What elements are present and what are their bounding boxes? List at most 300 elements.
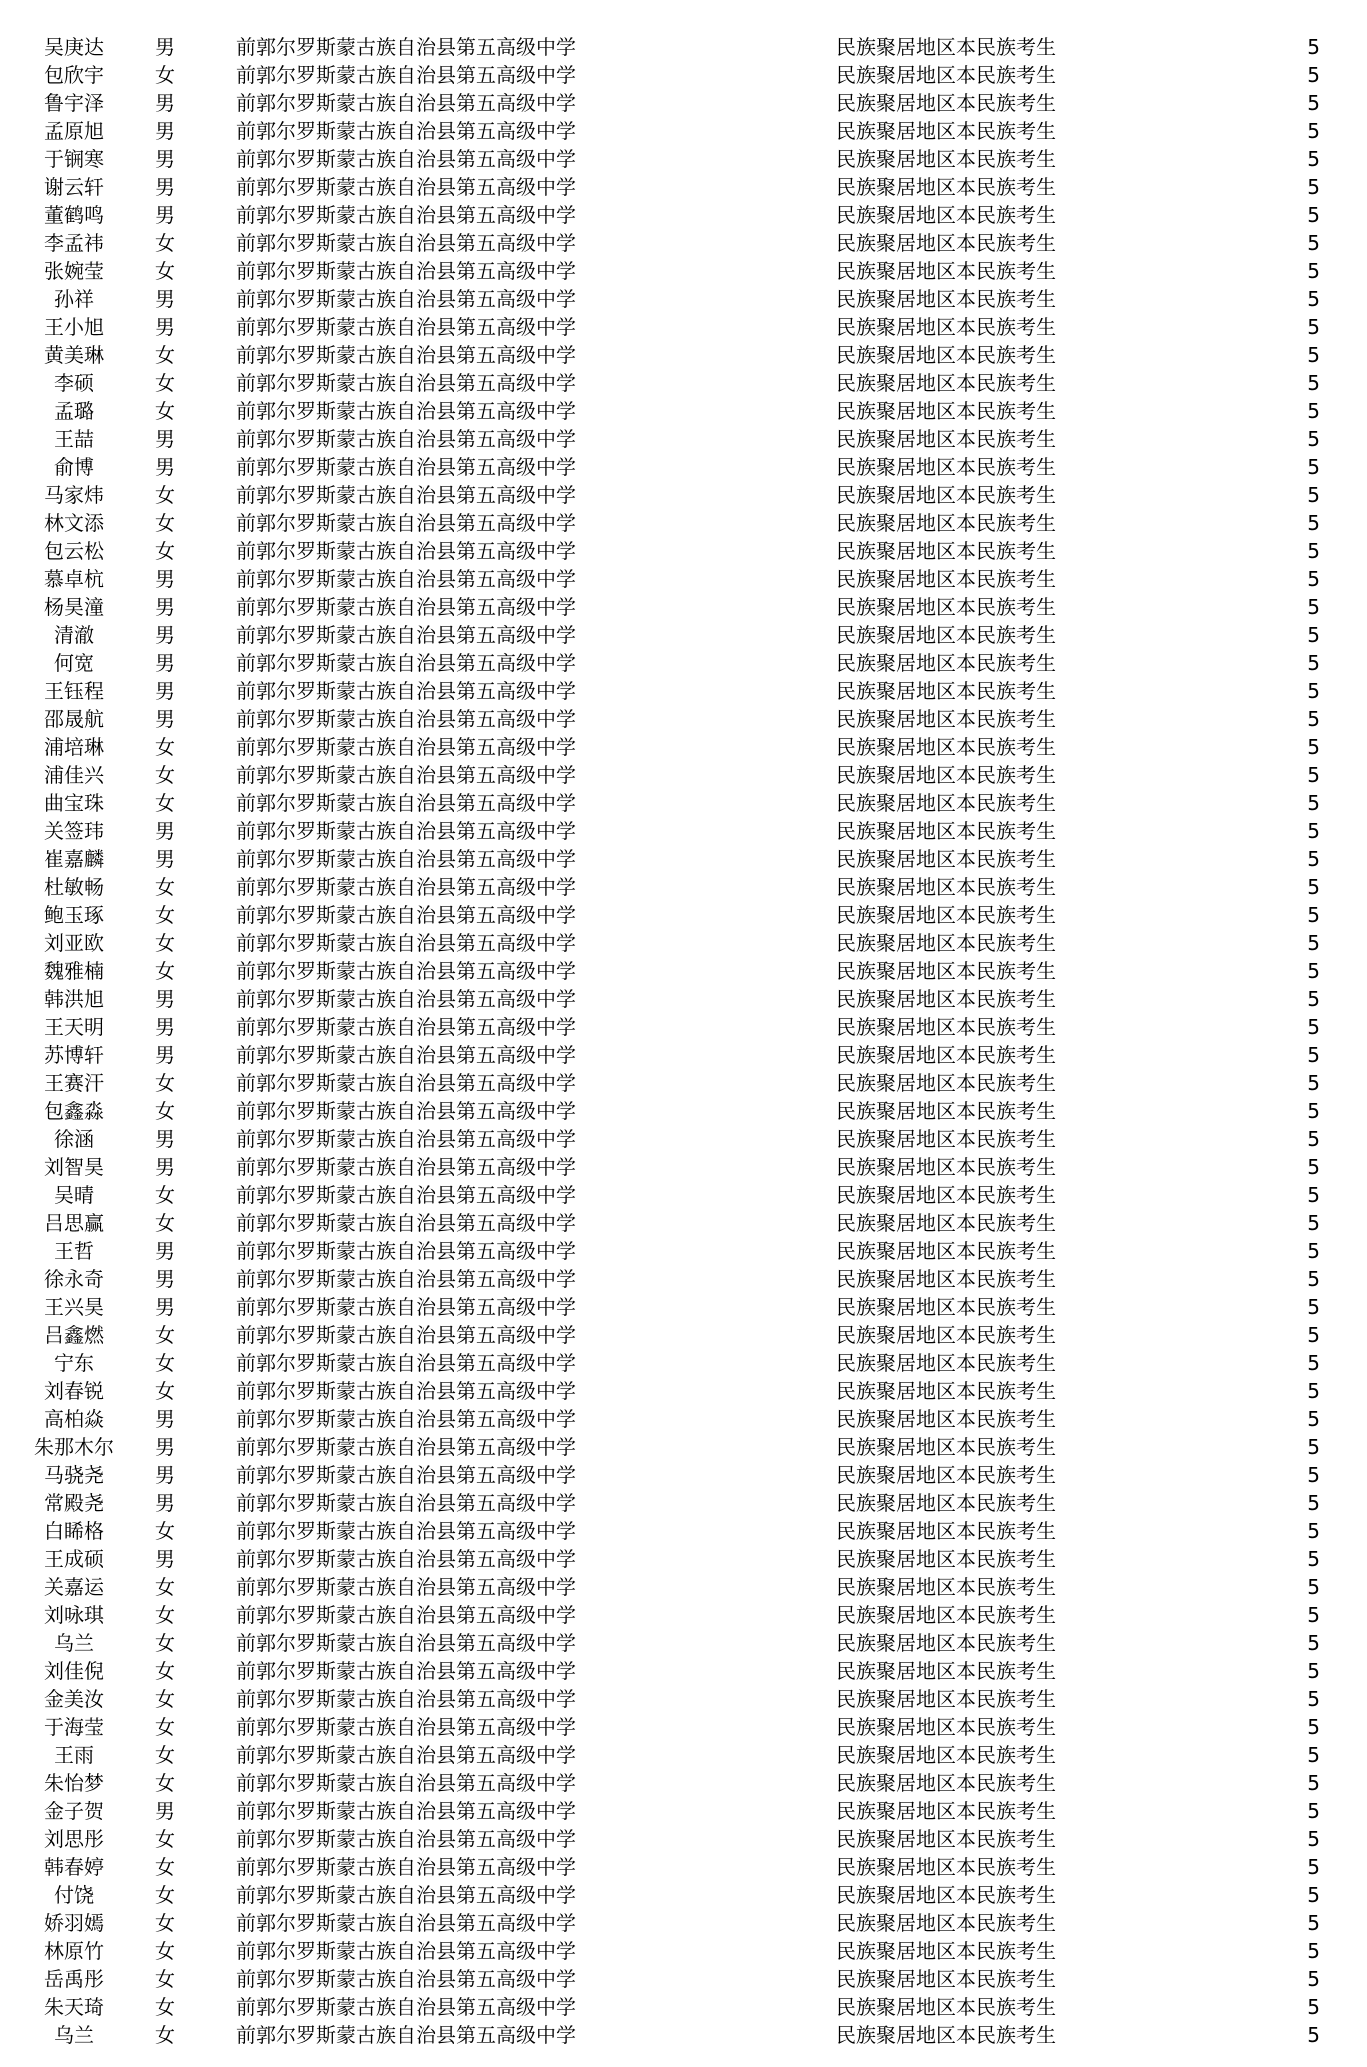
student-category: 民族聚居地区本民族考生	[836, 1547, 1056, 1571]
student-gender: 女	[155, 1743, 175, 1767]
student-gender: 男	[155, 1127, 175, 1151]
table-row	[0, 621, 1367, 649]
student-school: 前郭尔罗斯蒙古族自治县第五高级中学	[236, 1463, 576, 1487]
student-name: 张婉莹	[44, 259, 104, 283]
student-list-table	[0, 33, 1367, 2049]
student-name: 林原竹	[44, 1939, 104, 1963]
student-score: 5	[1307, 455, 1320, 479]
student-school: 前郭尔罗斯蒙古族自治县第五高级中学	[236, 1379, 576, 1403]
table-row	[0, 173, 1367, 201]
student-score: 5	[1307, 1239, 1320, 1263]
student-school: 前郭尔罗斯蒙古族自治县第五高级中学	[236, 1799, 576, 1823]
student-school: 前郭尔罗斯蒙古族自治县第五高级中学	[236, 231, 576, 255]
student-score: 5	[1307, 1631, 1320, 1655]
student-gender: 女	[155, 1099, 175, 1123]
student-score: 5	[1307, 1743, 1320, 1767]
student-name: 杨昊潼	[44, 595, 104, 619]
student-category: 民族聚居地区本民族考生	[836, 1155, 1056, 1179]
student-gender: 女	[155, 1659, 175, 1683]
student-category: 民族聚居地区本民族考生	[836, 1183, 1056, 1207]
student-gender: 男	[155, 1547, 175, 1571]
student-name: 刘咏琪	[44, 1603, 104, 1627]
student-name: 韩洪旭	[44, 987, 104, 1011]
student-school: 前郭尔罗斯蒙古族自治县第五高级中学	[236, 1715, 576, 1739]
table-row	[0, 1489, 1367, 1517]
table-row	[0, 1797, 1367, 1825]
student-school: 前郭尔罗斯蒙古族自治县第五高级中学	[236, 1211, 576, 1235]
table-row	[0, 1097, 1367, 1125]
student-score: 5	[1307, 1435, 1320, 1459]
table-row	[0, 2021, 1367, 2049]
table-row	[0, 1713, 1367, 1741]
student-name: 关嘉运	[44, 1575, 104, 1599]
student-name: 王雨	[54, 1743, 94, 1767]
student-school: 前郭尔罗斯蒙古族自治县第五高级中学	[236, 1519, 576, 1543]
student-school: 前郭尔罗斯蒙古族自治县第五高级中学	[236, 1351, 576, 1375]
student-name: 刘思彤	[44, 1827, 104, 1851]
student-name: 徐永奇	[44, 1267, 104, 1291]
student-gender: 女	[155, 483, 175, 507]
student-category: 民族聚居地区本民族考生	[836, 1911, 1056, 1935]
student-category: 民族聚居地区本民族考生	[836, 1015, 1056, 1039]
student-score: 5	[1307, 427, 1320, 451]
student-name: 俞博	[54, 455, 94, 479]
student-gender: 男	[155, 1015, 175, 1039]
student-score: 5	[1307, 1687, 1320, 1711]
student-gender: 男	[155, 147, 175, 171]
student-name: 于海莹	[44, 1715, 104, 1739]
student-name: 刘亚欧	[44, 931, 104, 955]
table-row	[0, 61, 1367, 89]
student-school: 前郭尔罗斯蒙古族自治县第五高级中学	[236, 1267, 576, 1291]
student-name: 吴晴	[54, 1183, 94, 1207]
table-row	[0, 677, 1367, 705]
student-gender: 女	[155, 1323, 175, 1347]
student-score: 5	[1307, 91, 1320, 115]
student-category: 民族聚居地区本民族考生	[836, 1127, 1056, 1151]
student-score: 5	[1307, 1267, 1320, 1291]
student-score: 5	[1307, 1099, 1320, 1123]
student-score: 5	[1307, 1827, 1320, 1851]
student-score: 5	[1307, 1771, 1320, 1795]
student-gender: 女	[155, 1071, 175, 1095]
student-name: 孟璐	[54, 399, 94, 423]
student-score: 5	[1307, 903, 1320, 927]
student-name: 吕鑫燃	[44, 1323, 104, 1347]
student-name: 高柏焱	[44, 1407, 104, 1431]
table-row	[0, 313, 1367, 341]
student-gender: 男	[155, 1407, 175, 1431]
student-school: 前郭尔罗斯蒙古族自治县第五高级中学	[236, 847, 576, 871]
table-row	[0, 929, 1367, 957]
table-row	[0, 593, 1367, 621]
student-score: 5	[1307, 1575, 1320, 1599]
student-score: 5	[1307, 819, 1320, 843]
table-row	[0, 285, 1367, 313]
student-school: 前郭尔罗斯蒙古族自治县第五高级中学	[236, 875, 576, 899]
student-score: 5	[1307, 287, 1320, 311]
student-category: 民族聚居地区本民族考生	[836, 63, 1056, 87]
student-school: 前郭尔罗斯蒙古族自治县第五高级中学	[236, 35, 576, 59]
student-gender: 男	[155, 1491, 175, 1515]
student-name: 朱天琦	[44, 1995, 104, 2019]
student-category: 民族聚居地区本民族考生	[836, 1883, 1056, 1907]
student-category: 民族聚居地区本民族考生	[836, 875, 1056, 899]
student-gender: 女	[155, 2023, 175, 2047]
student-school: 前郭尔罗斯蒙古族自治县第五高级中学	[236, 1827, 576, 1851]
student-name: 鲍玉琢	[44, 903, 104, 927]
student-name: 刘佳倪	[44, 1659, 104, 1683]
table-row	[0, 1293, 1367, 1321]
student-score: 5	[1307, 1071, 1320, 1095]
student-score: 5	[1307, 1211, 1320, 1235]
student-category: 民族聚居地区本民族考生	[836, 1407, 1056, 1431]
student-school: 前郭尔罗斯蒙古族自治县第五高级中学	[236, 1127, 576, 1151]
student-school: 前郭尔罗斯蒙古族自治县第五高级中学	[236, 1883, 576, 1907]
student-gender: 男	[155, 679, 175, 703]
student-name: 朱那木尔	[34, 1435, 114, 1459]
student-category: 民族聚居地区本民族考生	[836, 1715, 1056, 1739]
student-score: 5	[1307, 1043, 1320, 1067]
student-category: 民族聚居地区本民族考生	[836, 483, 1056, 507]
student-name: 李孟祎	[44, 231, 104, 255]
student-school: 前郭尔罗斯蒙古族自治县第五高级中学	[236, 1687, 576, 1711]
student-school: 前郭尔罗斯蒙古族自治县第五高级中学	[236, 1239, 576, 1263]
table-row	[0, 369, 1367, 397]
student-school: 前郭尔罗斯蒙古族自治县第五高级中学	[236, 1771, 576, 1795]
table-row	[0, 1629, 1367, 1657]
student-name: 黄美琳	[44, 343, 104, 367]
student-category: 民族聚居地区本民族考生	[836, 119, 1056, 143]
student-school: 前郭尔罗斯蒙古族自治县第五高级中学	[236, 931, 576, 955]
student-category: 民族聚居地区本民族考生	[836, 1827, 1056, 1851]
student-score: 5	[1307, 1155, 1320, 1179]
table-row	[0, 789, 1367, 817]
table-row	[0, 1517, 1367, 1545]
student-category: 民族聚居地区本民族考生	[836, 399, 1056, 423]
student-school: 前郭尔罗斯蒙古族自治县第五高级中学	[236, 651, 576, 675]
student-category: 民族聚居地区本民族考生	[836, 959, 1056, 983]
student-gender: 女	[155, 1967, 175, 1991]
student-gender: 女	[155, 1687, 175, 1711]
student-gender: 男	[155, 623, 175, 647]
student-score: 5	[1307, 931, 1320, 955]
student-name: 王哲	[54, 1239, 94, 1263]
student-school: 前郭尔罗斯蒙古族自治县第五高级中学	[236, 679, 576, 703]
table-row	[0, 397, 1367, 425]
student-gender: 女	[155, 1771, 175, 1795]
student-category: 民族聚居地区本民族考生	[836, 259, 1056, 283]
table-row	[0, 565, 1367, 593]
student-school: 前郭尔罗斯蒙古族自治县第五高级中学	[236, 539, 576, 563]
table-row	[0, 957, 1367, 985]
student-gender: 男	[155, 1239, 175, 1263]
student-category: 民族聚居地区本民族考生	[836, 35, 1056, 59]
table-row	[0, 257, 1367, 285]
student-gender: 女	[155, 1911, 175, 1935]
student-score: 5	[1307, 1491, 1320, 1515]
table-row	[0, 649, 1367, 677]
student-category: 民族聚居地区本民族考生	[836, 1379, 1056, 1403]
student-gender: 男	[155, 119, 175, 143]
table-row	[0, 1013, 1367, 1041]
table-row	[0, 341, 1367, 369]
student-category: 民族聚居地区本民族考生	[836, 763, 1056, 787]
table-row	[0, 117, 1367, 145]
student-category: 民族聚居地区本民族考生	[836, 455, 1056, 479]
student-name: 包云松	[44, 539, 104, 563]
student-school: 前郭尔罗斯蒙古族自治县第五高级中学	[236, 623, 576, 647]
table-row	[0, 145, 1367, 173]
student-school: 前郭尔罗斯蒙古族自治县第五高级中学	[236, 63, 576, 87]
table-row	[0, 1741, 1367, 1769]
student-school: 前郭尔罗斯蒙古族自治县第五高级中学	[236, 1099, 576, 1123]
table-row	[0, 1321, 1367, 1349]
student-school: 前郭尔罗斯蒙古族自治县第五高级中学	[236, 1995, 576, 2019]
student-gender: 男	[155, 1295, 175, 1319]
student-score: 5	[1307, 1463, 1320, 1487]
student-score: 5	[1307, 175, 1320, 199]
student-gender: 男	[155, 987, 175, 1011]
student-name: 苏博轩	[44, 1043, 104, 1067]
student-name: 王小旭	[44, 315, 104, 339]
student-score: 5	[1307, 1603, 1320, 1627]
student-category: 民族聚居地区本民族考生	[836, 707, 1056, 731]
student-category: 民族聚居地区本民族考生	[836, 427, 1056, 451]
student-category: 民族聚居地区本民族考生	[836, 1939, 1056, 1963]
student-school: 前郭尔罗斯蒙古族自治县第五高级中学	[236, 1547, 576, 1571]
student-category: 民族聚居地区本民族考生	[836, 651, 1056, 675]
student-name: 浦佳兴	[44, 763, 104, 787]
student-score: 5	[1307, 371, 1320, 395]
student-category: 民族聚居地区本民族考生	[836, 91, 1056, 115]
student-gender: 女	[155, 63, 175, 87]
student-school: 前郭尔罗斯蒙古族自治县第五高级中学	[236, 595, 576, 619]
student-name: 清澈	[54, 623, 94, 647]
table-row	[0, 733, 1367, 761]
table-row	[0, 1377, 1367, 1405]
student-gender: 女	[155, 735, 175, 759]
student-score: 5	[1307, 315, 1320, 339]
student-school: 前郭尔罗斯蒙古族自治县第五高级中学	[236, 791, 576, 815]
student-school: 前郭尔罗斯蒙古族自治县第五高级中学	[236, 1435, 576, 1459]
student-school: 前郭尔罗斯蒙古族自治县第五高级中学	[236, 987, 576, 1011]
student-name: 娇羽嫣	[44, 1911, 104, 1935]
student-category: 民族聚居地区本民族考生	[836, 1771, 1056, 1795]
table-row	[0, 873, 1367, 901]
student-gender: 男	[155, 455, 175, 479]
student-gender: 女	[155, 903, 175, 927]
student-score: 5	[1307, 147, 1320, 171]
table-row	[0, 1265, 1367, 1293]
student-school: 前郭尔罗斯蒙古族自治县第五高级中学	[236, 1491, 576, 1515]
student-school: 前郭尔罗斯蒙古族自治县第五高级中学	[236, 763, 576, 787]
student-gender: 男	[155, 1267, 175, 1291]
student-name: 曲宝珠	[44, 791, 104, 815]
student-category: 民族聚居地区本民族考生	[836, 1463, 1056, 1487]
student-school: 前郭尔罗斯蒙古族自治县第五高级中学	[236, 819, 576, 843]
student-score: 5	[1307, 847, 1320, 871]
student-gender: 女	[155, 931, 175, 955]
student-school: 前郭尔罗斯蒙古族自治县第五高级中学	[236, 1603, 576, 1627]
student-category: 民族聚居地区本民族考生	[836, 1323, 1056, 1347]
student-name: 宁东	[54, 1351, 94, 1375]
table-row	[0, 1909, 1367, 1937]
student-school: 前郭尔罗斯蒙古族自治县第五高级中学	[236, 1911, 576, 1935]
student-school: 前郭尔罗斯蒙古族自治县第五高级中学	[236, 1967, 576, 1991]
student-score: 5	[1307, 1911, 1320, 1935]
student-score: 5	[1307, 511, 1320, 535]
student-gender: 女	[155, 231, 175, 255]
student-score: 5	[1307, 1323, 1320, 1347]
student-name: 金子贺	[44, 1799, 104, 1823]
student-score: 5	[1307, 1379, 1320, 1403]
student-score: 5	[1307, 1407, 1320, 1431]
student-school: 前郭尔罗斯蒙古族自治县第五高级中学	[236, 343, 576, 367]
student-score: 5	[1307, 763, 1320, 787]
student-gender: 男	[155, 91, 175, 115]
student-score: 5	[1307, 259, 1320, 283]
student-school: 前郭尔罗斯蒙古族自治县第五高级中学	[236, 1323, 576, 1347]
student-gender: 女	[155, 1379, 175, 1403]
table-row	[0, 1573, 1367, 1601]
student-name: 付饶	[54, 1883, 94, 1907]
student-name: 慕卓杭	[44, 567, 104, 591]
student-gender: 男	[155, 427, 175, 451]
student-school: 前郭尔罗斯蒙古族自治县第五高级中学	[236, 1155, 576, 1179]
student-score: 5	[1307, 651, 1320, 675]
student-gender: 女	[155, 1883, 175, 1907]
table-row	[0, 1349, 1367, 1377]
student-name: 岳禹彤	[44, 1967, 104, 1991]
student-name: 金美汝	[44, 1687, 104, 1711]
student-name: 王兴昊	[44, 1295, 104, 1319]
student-gender: 女	[155, 1715, 175, 1739]
student-school: 前郭尔罗斯蒙古族自治县第五高级中学	[236, 259, 576, 283]
student-category: 民族聚居地区本民族考生	[836, 567, 1056, 591]
student-gender: 女	[155, 259, 175, 283]
student-name: 董鹤鸣	[44, 203, 104, 227]
student-category: 民族聚居地区本民族考生	[836, 1239, 1056, 1263]
student-category: 民族聚居地区本民族考生	[836, 1295, 1056, 1319]
student-score: 5	[1307, 343, 1320, 367]
student-name: 魏雅楠	[44, 959, 104, 983]
student-category: 民族聚居地区本民族考生	[836, 1519, 1056, 1543]
student-gender: 男	[155, 707, 175, 731]
student-score: 5	[1307, 1995, 1320, 2019]
student-category: 民族聚居地区本民族考生	[836, 903, 1056, 927]
student-category: 民族聚居地区本民族考生	[836, 231, 1056, 255]
student-score: 5	[1307, 203, 1320, 227]
student-score: 5	[1307, 1183, 1320, 1207]
student-score: 5	[1307, 2023, 1320, 2047]
student-gender: 女	[155, 1351, 175, 1375]
student-school: 前郭尔罗斯蒙古族自治县第五高级中学	[236, 1659, 576, 1683]
student-name: 王天明	[44, 1015, 104, 1039]
student-gender: 女	[155, 1939, 175, 1963]
table-row	[0, 33, 1367, 61]
table-row	[0, 1209, 1367, 1237]
table-row	[0, 229, 1367, 257]
table-row	[0, 901, 1367, 929]
student-category: 民族聚居地区本民族考生	[836, 1603, 1056, 1627]
student-score: 5	[1307, 735, 1320, 759]
student-score: 5	[1307, 1127, 1320, 1151]
student-school: 前郭尔罗斯蒙古族自治县第五高级中学	[236, 147, 576, 171]
student-category: 民族聚居地区本民族考生	[836, 679, 1056, 703]
table-row	[0, 1125, 1367, 1153]
table-row	[0, 1153, 1367, 1181]
student-category: 民族聚居地区本民族考生	[836, 1575, 1056, 1599]
student-name: 于锎寒	[44, 147, 104, 171]
student-gender: 男	[155, 1799, 175, 1823]
student-school: 前郭尔罗斯蒙古族自治县第五高级中学	[236, 2023, 576, 2047]
student-gender: 女	[155, 511, 175, 535]
student-school: 前郭尔罗斯蒙古族自治县第五高级中学	[236, 203, 576, 227]
table-row	[0, 509, 1367, 537]
student-school: 前郭尔罗斯蒙古族自治县第五高级中学	[236, 483, 576, 507]
table-row	[0, 845, 1367, 873]
student-name: 吴庚达	[44, 35, 104, 59]
table-row	[0, 453, 1367, 481]
student-gender: 女	[155, 539, 175, 563]
student-score: 5	[1307, 1351, 1320, 1375]
student-name: 浦培琳	[44, 735, 104, 759]
student-category: 民族聚居地区本民族考生	[836, 819, 1056, 843]
student-score: 5	[1307, 63, 1320, 87]
student-score: 5	[1307, 231, 1320, 255]
student-name: 乌兰	[54, 2023, 94, 2047]
student-category: 民族聚居地区本民族考生	[836, 287, 1056, 311]
table-row	[0, 1881, 1367, 1909]
student-category: 民族聚居地区本民族考生	[836, 791, 1056, 815]
student-score: 5	[1307, 1659, 1320, 1683]
student-name: 韩春婷	[44, 1855, 104, 1879]
student-gender: 女	[155, 1183, 175, 1207]
student-school: 前郭尔罗斯蒙古族自治县第五高级中学	[236, 1631, 576, 1655]
student-name: 马骁尧	[44, 1463, 104, 1487]
student-category: 民族聚居地区本民族考生	[836, 2023, 1056, 2047]
student-gender: 男	[155, 819, 175, 843]
table-row	[0, 1825, 1367, 1853]
table-row	[0, 817, 1367, 845]
student-gender: 女	[155, 1603, 175, 1627]
student-category: 民族聚居地区本民族考生	[836, 1211, 1056, 1235]
student-gender: 女	[155, 763, 175, 787]
student-gender: 男	[155, 175, 175, 199]
student-gender: 女	[155, 1575, 175, 1599]
student-gender: 女	[155, 371, 175, 395]
student-name: 包欣宇	[44, 63, 104, 87]
student-school: 前郭尔罗斯蒙古族自治县第五高级中学	[236, 1743, 576, 1767]
student-school: 前郭尔罗斯蒙古族自治县第五高级中学	[236, 315, 576, 339]
student-category: 民族聚居地区本民族考生	[836, 1267, 1056, 1291]
table-row	[0, 1657, 1367, 1685]
student-score: 5	[1307, 119, 1320, 143]
student-score: 5	[1307, 679, 1320, 703]
student-gender: 男	[155, 287, 175, 311]
student-name: 孙祥	[54, 287, 94, 311]
student-name: 杜敏畅	[44, 875, 104, 899]
student-name: 王钰程	[44, 679, 104, 703]
student-category: 民族聚居地区本民族考生	[836, 1855, 1056, 1879]
student-category: 民族聚居地区本民族考生	[836, 735, 1056, 759]
table-row	[0, 1237, 1367, 1265]
student-category: 民族聚居地区本民族考生	[836, 847, 1056, 871]
student-school: 前郭尔罗斯蒙古族自治县第五高级中学	[236, 1043, 576, 1067]
table-row	[0, 481, 1367, 509]
student-category: 民族聚居地区本民族考生	[836, 1687, 1056, 1711]
